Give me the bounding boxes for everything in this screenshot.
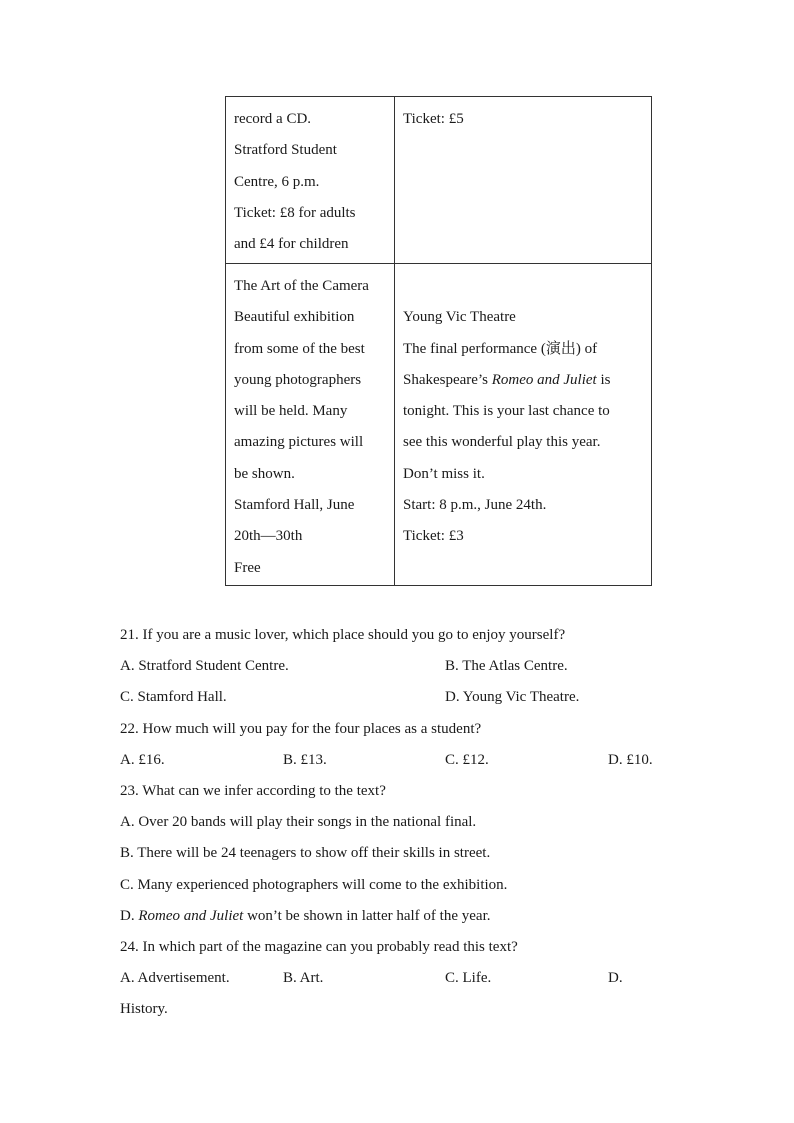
cell-text: see this wonderful play this year. [403,434,601,451]
blank-line [403,271,643,302]
cell-text: Free [234,559,261,576]
cell-text: Centre, 6 p.m. [234,173,320,190]
option-b: B. Art. [283,970,324,987]
cell-text: amazing pictures will [234,434,364,451]
cell-text: record a CD. [234,111,312,127]
cell-text: Young Vic Theatre [403,309,516,326]
option-d [120,901,680,932]
options-row [120,745,680,776]
play-title: Romeo and Juliet [491,371,597,388]
cell-text: Don’t miss it. [403,465,485,482]
option-a: A. Advertisement. [120,970,230,987]
table-cell [395,97,652,264]
cell-text: Ticket: £8 for adults [234,204,356,221]
cell-text: young photographers [234,371,362,388]
cell-text: The final performance (演出) of [403,340,598,357]
events-table [225,96,652,586]
option-c: C. Stamford Hall. [120,689,227,706]
option-d-label: D. [608,970,623,987]
question-stem: 22. How much will you pay for the four places as a student? [120,720,482,737]
cell-text: tonight. This is your last chance to [403,403,610,420]
option-a: A. Over 20 bands will play their songs in the national final. [120,814,477,831]
option-a: A. Stratford Student Centre. [120,658,289,675]
table-cell [226,97,395,264]
table-cell [395,264,652,586]
cell-text: from some of the best [234,340,365,357]
question-stem: 24. In which part of the magazine can you probably read this text? [120,938,518,955]
option-c: C. £12. [445,751,489,768]
cell-text: Ticket: £5 [403,111,464,127]
cell-text: 20th—30th [234,528,303,545]
cell-text: Start: 8 p.m., June 24th. [403,497,547,514]
cell-text: Stamford Hall, June [234,497,355,514]
table-cell [226,264,395,586]
options-row [120,682,680,713]
cell-text: Beautiful exhibition [234,309,355,326]
cell-text: Ticket: £3 [403,528,464,545]
option-c: C. Life. [445,970,492,987]
cell-text: and £4 for children [234,236,349,253]
play-title: Romeo and Juliet [138,907,244,924]
question-stem: 23. What can we infer according to the text? [120,782,386,799]
text-run: Shakespeare’s [403,371,492,388]
option-a: A. £16. [120,751,165,768]
table-row [226,97,652,264]
cell-text: will be held. Many [234,403,348,420]
cell-text: The Art of the Camera [234,278,369,294]
questions-section [120,620,680,1025]
option-d-text: History. [120,1001,168,1018]
question-stem: 21. If you are a music lover, which place should you go to enjoy yourself? [120,627,566,643]
options-row [120,963,680,994]
option-b: B. The Atlas Centre. [445,658,568,675]
cell-text: be shown. [234,465,295,482]
option-d: D. £10. [608,751,653,768]
option-b: B. £13. [283,751,327,768]
table-row [226,264,652,586]
cell-text: Stratford Student [234,142,337,159]
option-b: B. There will be 24 teenagers to show off their skills in street. [120,845,491,862]
options-row [120,651,680,682]
option-d: D. Young Vic Theatre. [445,689,580,706]
option-c: C. Many experienced photographers will come to the exhibition. [120,876,508,893]
text-run: D. [120,907,139,924]
cell-text [403,365,643,396]
text-run: is [596,371,611,388]
text-run: won’t be shown in latter half of the year. [243,907,491,924]
